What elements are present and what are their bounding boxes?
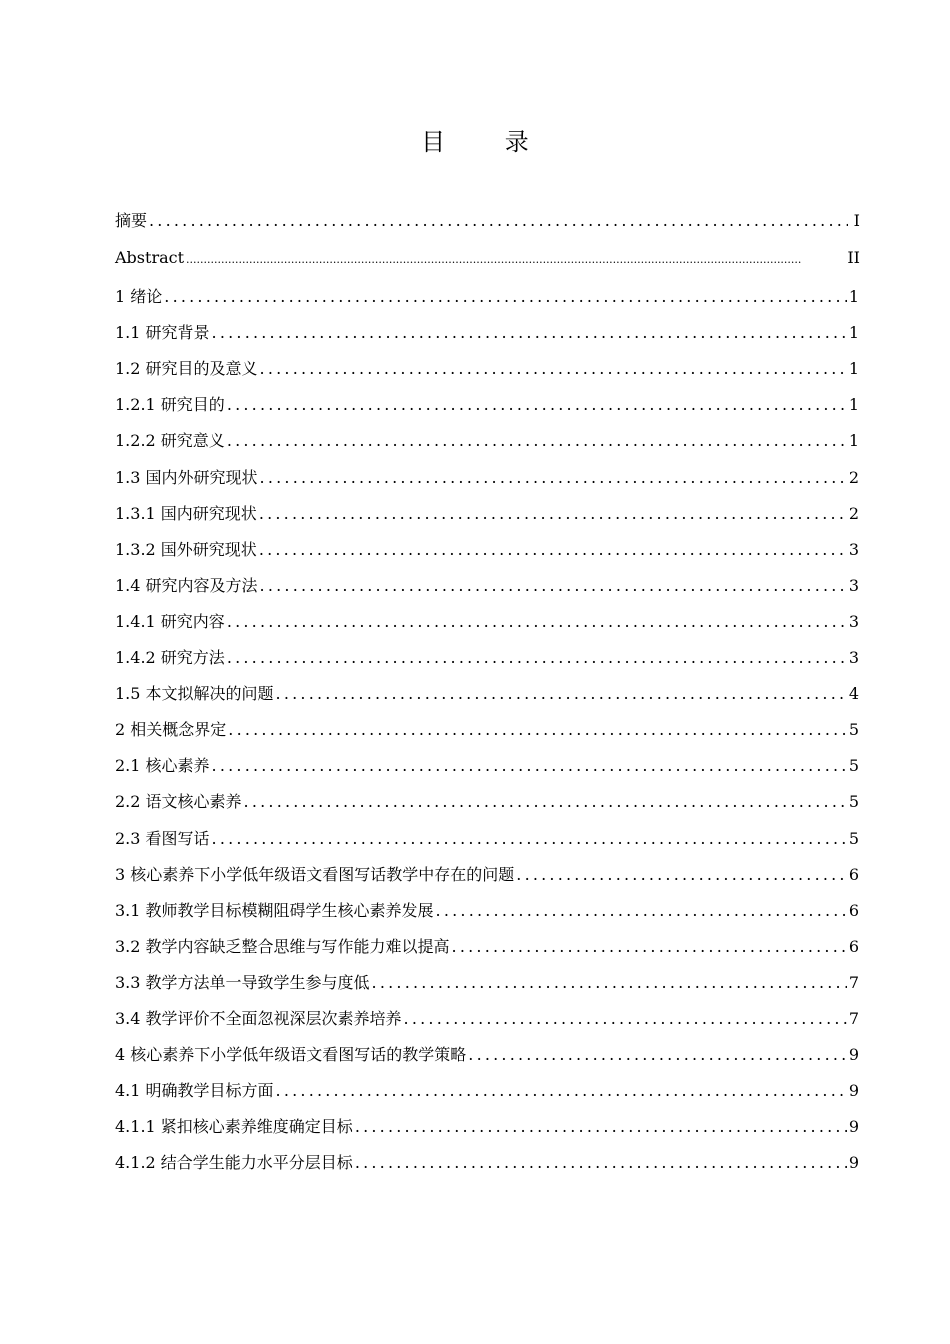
toc-entry[interactable] — [115, 284, 860, 320]
toc-entry-page: 7 — [848, 972, 859, 992]
toc-entry-page: 9 — [848, 1081, 859, 1101]
toc-entry[interactable] — [115, 1078, 860, 1114]
toc-entry-label: 1.3.1 国内研究现状 — [115, 503, 257, 523]
toc-dot-leader — [212, 829, 847, 848]
toc-entry-label: 1 绪论 — [115, 287, 163, 307]
toc-entry-page: 7 — [848, 1008, 859, 1028]
toc-entry-label: Abstract — [115, 248, 185, 267]
toc-dot-leader — [164, 287, 847, 306]
toc-dot-leader — [276, 684, 847, 703]
toc-dot-leader — [404, 1009, 847, 1028]
toc-entry[interactable] — [115, 681, 860, 717]
toc-entry-label: 3.1 教师教学目标模糊阻碍学生核心素养发展 — [115, 900, 434, 920]
toc-entry-page: 5 — [848, 828, 859, 848]
toc-entry[interactable] — [115, 826, 860, 862]
toc-entry-page: 1 — [848, 359, 859, 379]
toc-list — [115, 208, 860, 1186]
toc-entry-page: 1 — [848, 323, 859, 343]
toc-entry-label: 3.4 教学评价不全面忽视深层次素养培养 — [115, 1008, 402, 1028]
toc-entry[interactable] — [115, 537, 860, 573]
toc-entry[interactable] — [115, 645, 860, 681]
toc-entry-page: 9 — [848, 1045, 859, 1065]
toc-entry-page: 2 — [848, 467, 859, 487]
toc-entry[interactable] — [115, 753, 860, 789]
toc-entry-label: 4 核心素养下小学低年级语文看图写话的教学策略 — [115, 1045, 467, 1065]
toc-dot-leader — [436, 901, 847, 920]
toc-entry-page: 5 — [848, 792, 859, 812]
toc-entry-page: 6 — [848, 936, 859, 956]
toc-entry[interactable] — [115, 573, 860, 609]
toc-entry[interactable] — [115, 789, 860, 825]
toc-entry[interactable] — [115, 428, 860, 464]
toc-entry[interactable] — [115, 248, 860, 284]
toc-entry-page: I — [853, 211, 860, 230]
toc-entry[interactable] — [115, 392, 860, 428]
toc-entry[interactable] — [115, 1042, 860, 1078]
toc-dot-leader — [516, 865, 847, 884]
toc-entry-page: 5 — [848, 756, 859, 776]
toc-entry-page: 1 — [848, 287, 859, 307]
toc-entry[interactable] — [115, 609, 860, 645]
toc-entry-page: 1 — [848, 395, 859, 415]
toc-entry[interactable] — [115, 1114, 860, 1150]
toc-entry[interactable] — [115, 1150, 860, 1186]
toc-entry-label: 4.1.2 结合学生能力水平分层目标 — [115, 1153, 353, 1173]
toc-entry-label: 4.1 明确教学目标方面 — [115, 1081, 274, 1101]
toc-entry-label: 2 相关概念界定 — [115, 720, 227, 740]
toc-entry-label: 1.5 本文拟解决的问题 — [115, 684, 274, 704]
toc-entry[interactable] — [115, 862, 860, 898]
toc-entry[interactable] — [115, 970, 860, 1006]
toc-dot-leader — [355, 1153, 847, 1172]
toc-entry-label: 1.2.1 研究目的 — [115, 395, 225, 415]
toc-entry-label: 2.2 语文核心素养 — [115, 792, 242, 812]
toc-entry-label: 1.3 国内外研究现状 — [115, 467, 258, 487]
toc-dot-leader — [260, 468, 847, 487]
toc-entry-label: 1.4.2 研究方法 — [115, 648, 225, 668]
toc-entry-page: 5 — [848, 720, 859, 740]
toc-entry[interactable] — [115, 717, 860, 753]
toc-dot-leader — [227, 431, 847, 450]
toc-title: 目 录 — [421, 128, 555, 156]
toc-entry-label: 3 核心素养下小学低年级语文看图写话教学中存在的问题 — [115, 864, 515, 884]
toc-dot-leader — [227, 395, 847, 414]
toc-entry-page: 9 — [848, 1117, 859, 1137]
toc-entry-label: 3.2 教学内容缺乏整合思维与写作能力难以提高 — [115, 936, 450, 956]
toc-entry-label: 摘要 — [115, 211, 148, 230]
toc-dot-leader — [259, 504, 847, 523]
toc-entry-page: 3 — [848, 575, 859, 595]
toc-entry-page: 6 — [848, 864, 859, 884]
toc-entry-page: 1 — [848, 431, 859, 451]
toc-entry-label: 3.3 教学方法单一导致学生参与度低 — [115, 972, 370, 992]
toc-entry[interactable] — [115, 320, 860, 356]
toc-dot-leader — [259, 540, 847, 559]
toc-dot-leader — [452, 937, 847, 956]
toc-dot-leader — [228, 720, 847, 739]
toc-dot-leader — [227, 648, 847, 667]
toc-entry-label: 1.3.2 国外研究现状 — [115, 539, 257, 559]
toc-dot-leader — [468, 1045, 847, 1064]
toc-entry-page: 4 — [848, 684, 859, 704]
toc-entry-label: 1.2 研究目的及意义 — [115, 359, 258, 379]
toc-entry[interactable] — [115, 501, 860, 537]
toc-entry[interactable] — [115, 898, 860, 934]
toc-entry[interactable] — [115, 465, 860, 501]
toc-entry-label: 2.1 核心素养 — [115, 756, 210, 776]
toc-entry-label: 4.1.1 紧扣核心素养维度确定目标 — [115, 1117, 353, 1137]
toc-dot-leader — [212, 756, 847, 775]
toc-entry[interactable] — [115, 1006, 860, 1042]
toc-dot-leader — [244, 792, 847, 811]
toc-entry-label: 2.3 看图写话 — [115, 828, 210, 848]
toc-entry-page: 9 — [848, 1153, 859, 1173]
toc-dot-leader — [260, 576, 847, 595]
toc-entry-label: 1.1 研究背景 — [115, 323, 210, 343]
toc-dot-leader — [372, 973, 847, 992]
toc-dot-leader — [260, 359, 847, 378]
toc-dot-leader — [149, 211, 848, 230]
toc-entry-page: 3 — [848, 648, 859, 668]
toc-dot-leader — [212, 323, 847, 342]
toc-entry-page: 6 — [848, 900, 859, 920]
toc-entry[interactable] — [115, 208, 860, 248]
toc-entry-label: 1.2.2 研究意义 — [115, 431, 225, 451]
toc-dot-leader — [227, 612, 847, 631]
toc-dot-leader — [186, 253, 845, 266]
toc-entry-page: 3 — [848, 611, 859, 631]
toc-entry-label: 1.4.1 研究内容 — [115, 611, 225, 631]
toc-entry-page: II — [847, 248, 860, 267]
toc-entry[interactable] — [115, 934, 860, 970]
toc-dot-leader — [276, 1081, 847, 1100]
toc-entry[interactable] — [115, 356, 860, 392]
toc-entry-page: 3 — [848, 539, 859, 559]
toc-entry-label: 1.4 研究内容及方法 — [115, 575, 258, 595]
toc-dot-leader — [355, 1117, 847, 1136]
toc-entry-page: 2 — [848, 503, 859, 523]
